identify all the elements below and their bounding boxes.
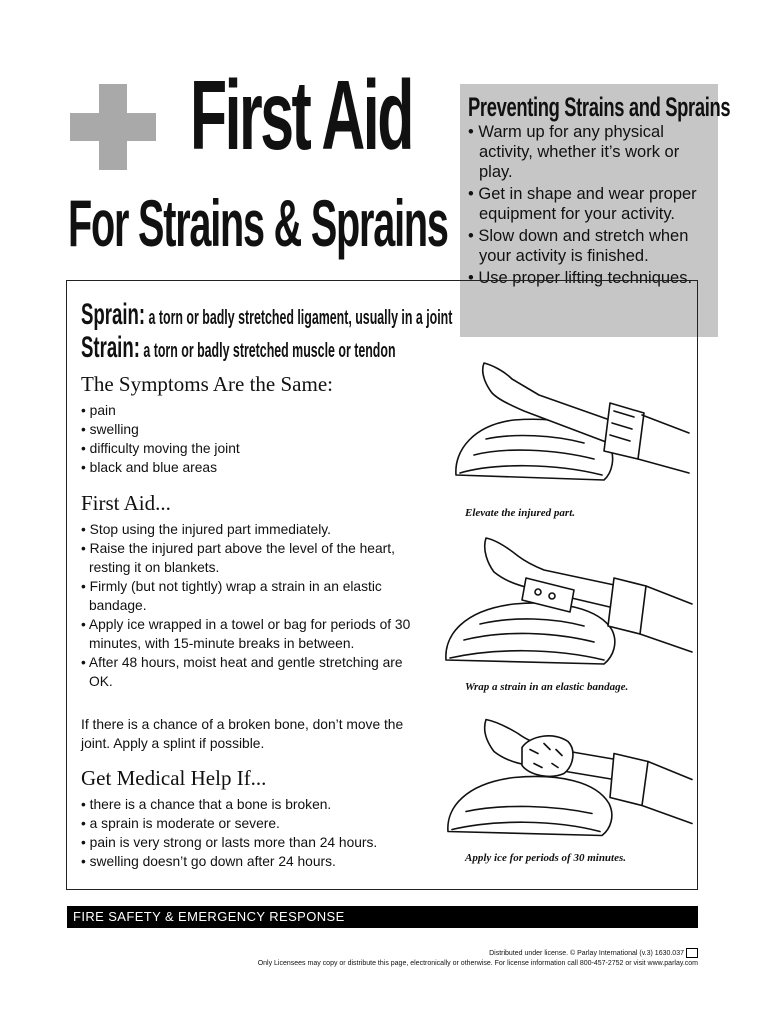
page-title: First Aid [190, 60, 412, 170]
list-item: • black and blue areas [81, 460, 217, 475]
broken-bone-note: If there is a chance of a broken bone, don’t move the joint. Apply a splint if possible. [81, 717, 404, 751]
prevention-item: • Slow down and stretch when your activity is finished. [468, 227, 689, 265]
list-item: • pain [81, 403, 116, 418]
list-item: • there is a chance that a bone is broken. [81, 797, 332, 812]
page-subtitle: For Strains & Sprains [68, 186, 448, 260]
license-info-line: Only Licensees may copy or distribute this page, electronically or otherwise. For license information call 800-457-2752 or visit www.parlay.com [257, 960, 698, 967]
strain-definition [81, 333, 396, 363]
footer-bar [67, 906, 698, 928]
footer-title: FIRE SAFETY & EMERGENCY RESPONSE [73, 909, 345, 924]
symptoms-list [81, 401, 421, 477]
sprain-description: a torn or badly stretched ligament, usually in a joint [145, 307, 453, 329]
prevention-item: • Use proper lifting techniques. [468, 269, 693, 287]
first-aid-cross-icon [70, 84, 156, 170]
list-item: • Apply ice wrapped in a towel or bag for periods of 30 minutes, with 15-minute breaks in between. [81, 617, 411, 651]
medical-help-list [81, 795, 421, 871]
list-item: • a sprain is moderate or severe. [81, 816, 280, 831]
parlay-logo-icon [686, 948, 698, 958]
first-aid-heading: First Aid... [81, 491, 171, 515]
prevention-item: • Warm up for any physical activity, whether it’s work or play. [468, 123, 680, 181]
prevention-list [468, 122, 716, 290]
symptoms-heading: The Symptoms Are the Same: [81, 372, 333, 396]
list-item: • Firmly (but not tightly) wrap a strain in an elastic bandage. [81, 579, 382, 613]
sprain-term: Sprain: [81, 298, 146, 331]
prevention-item: • Get in shape and wear proper equipment for your activity. [468, 185, 697, 223]
strain-description: a torn or badly stretched muscle or tendon [139, 340, 396, 362]
license-line: Distributed under license. © Parlay International (v.3) 1630.037 [489, 950, 684, 957]
first-aid-list [81, 520, 421, 691]
sprain-definition [81, 300, 452, 330]
ice-pack-leg-illustration [434, 706, 698, 856]
list-item: • pain is very strong or lasts more than 24 hours. [81, 835, 378, 850]
medical-help-heading: Get Medical Help If... [81, 766, 267, 790]
wrapped-leg-illustration [434, 530, 698, 680]
elevated-leg-illustration [434, 355, 698, 505]
list-item: • swelling doesn’t go down after 24 hours. [81, 854, 336, 869]
list-item: • difficulty moving the joint [81, 441, 240, 456]
strain-term: Strain: [81, 331, 140, 364]
caption-wrap: Wrap a strain in an elastic bandage. [465, 681, 629, 693]
caption-elevate: Elevate the injured part. [465, 507, 575, 519]
list-item: • After 48 hours, moist heat and gentle stretching are OK. [81, 655, 403, 689]
prevention-title: Preventing Strains and Sprains [468, 92, 731, 122]
caption-ice: Apply ice for periods of 30 minutes. [465, 852, 627, 864]
list-item: • swelling [81, 422, 139, 437]
list-item: • Raise the injured part above the level of the heart, resting it on blankets. [81, 541, 395, 575]
list-item: • Stop using the injured part immediately. [81, 522, 331, 537]
